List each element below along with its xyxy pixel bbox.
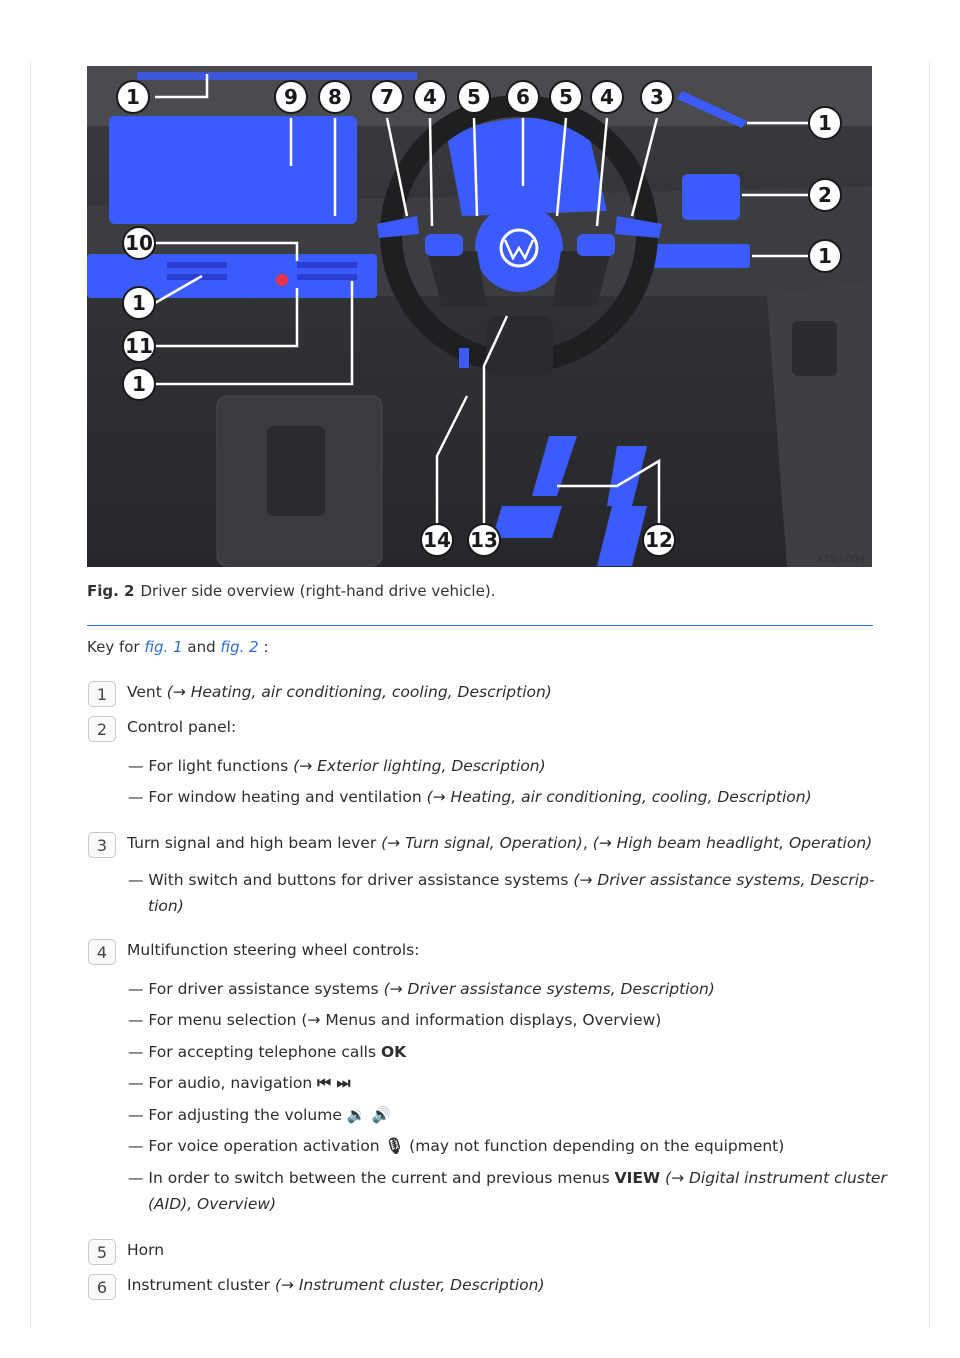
cross-reference-link[interactable]: (→ Heating, air conditioning, cooling, Description) — [166, 683, 552, 701]
key-item — [127, 718, 236, 736]
key-number: 6 — [88, 1274, 116, 1300]
item-text: — For window heating and ventilation — [128, 788, 427, 806]
item-text: Multifunction steering wheel controls: — [127, 941, 420, 959]
callout-number: 4 — [600, 85, 614, 109]
brake-pedal — [492, 506, 562, 538]
key-subitem — [128, 1169, 887, 1187]
key-number: 4 — [88, 939, 116, 965]
key-item — [127, 683, 552, 701]
key-subitem — [128, 788, 812, 806]
fig1-link[interactable]: fig. 1 — [144, 638, 183, 656]
infotainment-screen — [109, 116, 357, 224]
right-margin-rule — [929, 62, 930, 1328]
key-item — [127, 1276, 545, 1294]
control-symbol: ⏮ ⏭ — [317, 1074, 351, 1092]
right-lower-vent — [642, 244, 750, 268]
key-subitem — [128, 980, 715, 998]
hazard-button — [276, 274, 288, 286]
key-subitem — [128, 1074, 350, 1093]
callout-number: 7 — [380, 85, 394, 109]
cross-reference-link[interactable]: (→ Digital instrument cluster — [660, 1169, 887, 1187]
cross-reference-link[interactable]: (→ Turn signal, Operation) — [381, 834, 583, 852]
key-number: 5 — [88, 1239, 116, 1265]
bonnet-release — [459, 348, 469, 368]
key-subitem — [128, 757, 546, 775]
item-text: (may not function depending on the equipment) — [404, 1137, 785, 1155]
key-number: 3 — [88, 832, 116, 858]
item-text: — For menu selection (→ Menus and information displays, Overview) — [128, 1011, 662, 1029]
item-text: — For adjusting the volume — [128, 1106, 347, 1124]
callout-number: 5 — [559, 85, 573, 109]
driver-side-illustration — [87, 66, 872, 567]
item-text: Control panel: — [127, 718, 237, 736]
item-text: Instrument cluster — [127, 1276, 275, 1294]
callout-number: 1 — [818, 244, 832, 268]
gear-selector — [267, 426, 325, 516]
item-text: Horn — [127, 1241, 165, 1259]
callout-number: 5 — [467, 85, 481, 109]
steering-column — [487, 316, 553, 376]
figure-caption — [87, 582, 495, 600]
key-subitem — [128, 1043, 406, 1061]
key-intro: Key for fig. 1 and fig. 2 : — [87, 638, 269, 656]
light-control-panel — [682, 174, 740, 220]
cross-reference-link[interactable]: (→ Instrument cluster, Description) — [274, 1276, 545, 1294]
right-wheel-controls — [577, 234, 615, 256]
caption-text: Driver side overview (right-hand drive vehicle). — [140, 582, 496, 600]
key-subitem — [148, 897, 184, 915]
key-number: 1 — [88, 681, 116, 707]
callout-number: 1 — [132, 291, 146, 315]
callout-number: 1 — [132, 372, 146, 396]
caption-label: Fig. 2 — [87, 582, 135, 600]
key-subitem — [128, 1106, 391, 1124]
item-text: — For accepting telephone calls — [128, 1043, 381, 1061]
item-text: — For light functions — [128, 757, 294, 775]
callout-number: 11 — [125, 334, 153, 358]
item-text: — For driver assistance systems — [128, 980, 384, 998]
left-margin-rule — [30, 62, 31, 1328]
item-text: Vent — [127, 683, 167, 701]
left-wheel-controls — [425, 234, 463, 256]
cross-reference-link[interactable]: (AID), Overview) — [148, 1195, 277, 1213]
callout-number: 1 — [126, 85, 140, 109]
item-text: — For voice operation activation — [128, 1137, 385, 1155]
key-item — [127, 834, 872, 852]
key-number: 2 — [88, 716, 116, 742]
callout-number: 2 — [818, 183, 832, 207]
cross-reference-link[interactable]: tion) — [148, 897, 184, 915]
item-text: — For audio, navigation — [128, 1074, 318, 1092]
callout-number: 14 — [423, 528, 451, 552]
key-subitem — [148, 1195, 276, 1213]
cross-reference-link[interactable]: (→ Driver assistance systems, Descrip- — [573, 871, 875, 889]
cross-reference-link[interactable]: (→ High beam headlight, Operation) — [592, 834, 873, 852]
key-subitem — [128, 1011, 661, 1029]
separator: , — [582, 834, 593, 852]
key-subitem — [128, 1137, 784, 1155]
control-symbol: 🔉 🔊 — [346, 1106, 391, 1124]
item-text: Turn signal and high beam lever — [127, 834, 382, 852]
callout-number: 8 — [328, 85, 342, 109]
control-symbol: VIEW — [614, 1169, 661, 1187]
figure-code: A19-0004 — [816, 554, 865, 565]
callout-number: 12 — [645, 528, 673, 552]
key-subitem — [128, 871, 875, 889]
window-switches — [792, 321, 837, 376]
callout-number: 9 — [284, 85, 298, 109]
callout-number: 1 — [818, 111, 832, 135]
callout-number: 4 — [423, 85, 437, 109]
key-item — [127, 941, 419, 959]
callout-number: 3 — [650, 85, 664, 109]
cross-reference-link[interactable]: (→ Exterior lighting, Description) — [293, 757, 546, 775]
section-divider — [87, 625, 873, 626]
fig2-link[interactable]: fig. 2 — [220, 638, 259, 656]
top-vent-highlight — [137, 72, 417, 80]
cross-reference-link[interactable]: (→ Driver assistance systems, Description) — [383, 980, 715, 998]
control-symbol: OK — [381, 1043, 407, 1061]
item-text: — In order to switch between the current and previous menus — [128, 1169, 615, 1187]
control-symbol: 🎙 — [384, 1137, 405, 1155]
callout-number: 6 — [516, 85, 530, 109]
callout-number: 10 — [125, 231, 153, 255]
item-text: — With switch and buttons for driver assistance systems — [128, 871, 574, 889]
callout-number: 13 — [470, 528, 498, 552]
cross-reference-link[interactable]: (→ Heating, air conditioning, cooling, Description) — [426, 788, 812, 806]
key-item — [127, 1241, 164, 1259]
